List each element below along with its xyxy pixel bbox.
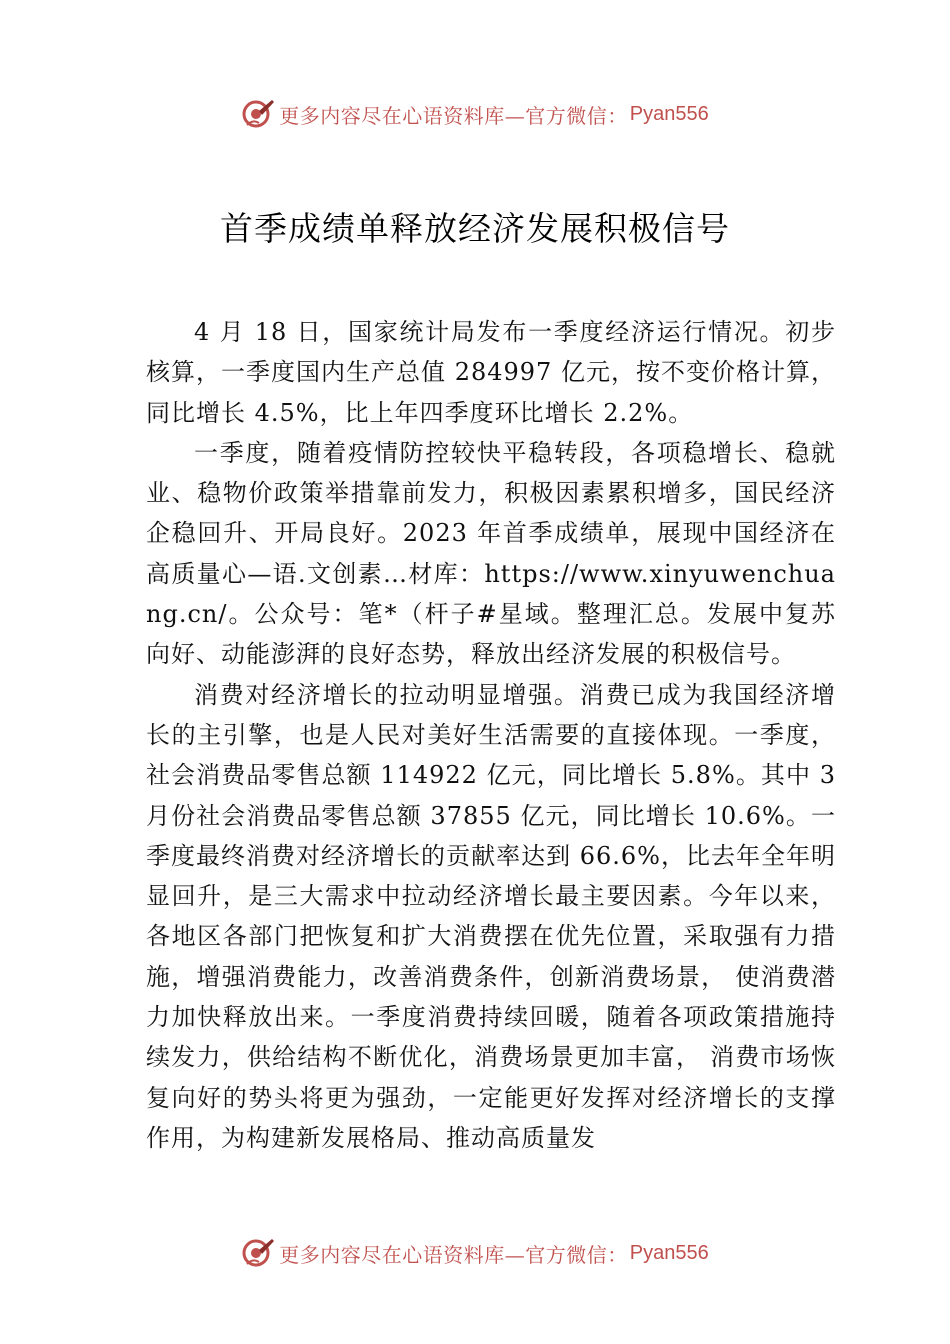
- paragraph-1: 4 月 18 日，国家统计局发布一季度经济运行情况。初步核算，一季度国内生产总值 284997 亿元，按不变价格计算，同比增长 4.5%，比上年四季度环比增长 2.2%。: [146, 318, 836, 427]
- paragraph-2: 一季度，随着疫情防控较快平稳转段，各项稳增长、稳就业、稳物价政策举措靠前发力，积极因素累积增多，国民经济企稳回升、开局良好。2023 年首季成绩单，展现中国经济在高质量心—语.文创素…材库：https://www.xinyuwenchuang.cn/。公众号：笔*（杆子#星域。整理汇总。发展中复苏向好、动能澎湃的良好态势，释放出经济发展的积极信号。: [146, 438, 836, 669]
- pen-logo-icon: [241, 97, 275, 131]
- banner-text: 更多内容尽在心语资料库—官方微信：: [279, 1242, 628, 1267]
- banner-handle: Pyan556: [629, 102, 709, 125]
- header-banner: [0, 94, 950, 134]
- pen-logo-icon: [241, 1236, 275, 1270]
- article-body: [146, 312, 836, 1158]
- banner-handle: Pyan556: [629, 1241, 709, 1264]
- paragraph-3: 消费对经济增长的拉动明显增强。消费已成为我国经济增长的主引擎，也是人民对美好生活需要的直接体现。一季度，社会消费品零售总额 114922 亿元，同比增长 5.8%。其中 3 月份社会消费品零售总额 37855 亿元，同比增长 10.6%。一季度最终消费对经济增长的贡献率达到 66.6%，比去年全年明显回升，是三大需求中拉动经济增长最主要因素。今年以来，各地区各部门把恢复和扩大消费摆在优先位置，采取强有力措施，增强消费能力，改善消费条件，创新消费场景， 使消费潜力加快释放出来。一季度消费持续回暖，随着各项政策措施持续发力，供给结构不断优化，消费场景更加丰富， 消费市场恢复向好的势头将更为强劲，一定能更好发挥对经济增长的支撑作用，为构建新发展格局、推动高质量发: [146, 680, 836, 1152]
- footer-banner: [0, 1233, 950, 1273]
- banner-text: 更多内容尽在心语资料库—官方微信：: [279, 103, 628, 128]
- page-title: 首季成绩单释放经济发展积极信号: [220, 209, 730, 248]
